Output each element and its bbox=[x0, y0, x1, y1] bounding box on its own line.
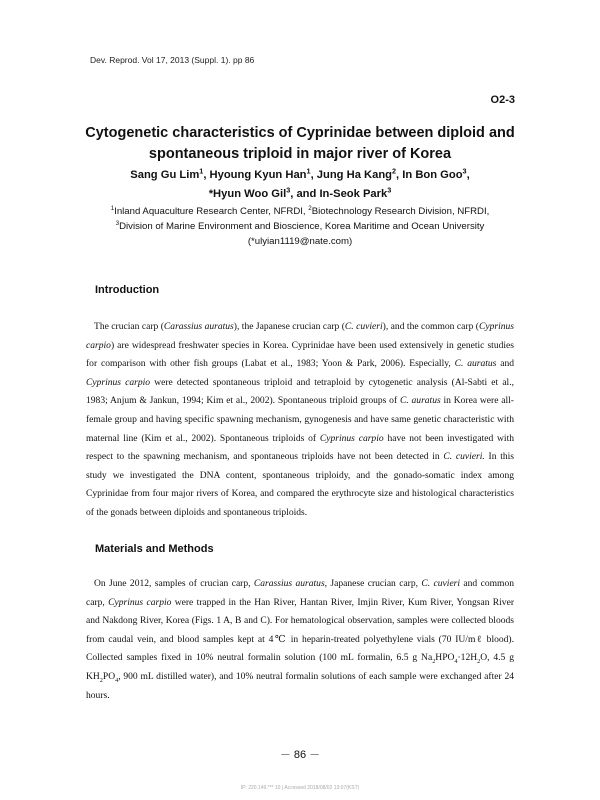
access-footer: IP: 220.149.*** 10 | Accessed 2018/08/02 13:07(KST) bbox=[240, 785, 360, 791]
page-number: － 86 － bbox=[279, 749, 321, 761]
author-name: In Bon Goo bbox=[402, 169, 463, 181]
title-line-1: Cytogenetic characteristics of Cyprinidae between diploid and bbox=[85, 125, 515, 141]
author-line-1: Sang Gu Lim$^1$, Hyoung Kyun Han$^1$, Jung Ha Kang$^2$, In Bon Goo$^3$, bbox=[130, 166, 470, 181]
introduction-heading: Introduction bbox=[95, 284, 160, 296]
paper-title bbox=[70, 123, 530, 165]
author-line-2: *Hyun Woo Gil$^3$, and In-Seok Park$^3$ bbox=[208, 185, 392, 200]
introduction-paragraph: The crucian carp (Carassius auratus), the Japanese crucian carp (C. cuvieri), and the common carp (Cyprinus carpio) are widespread freshwater species in Korea. Cyprinidae have been used extensively in genetic studies for comparison with other fish groups (Labat et al., 1983; Yoon & Park, 2006). Especially, C. auratus and Cyprinus carpio were detected spontaneous triploid and tetraploid by cytogenetic analysis (Al-Sabti et al., 1983; Anjum & Jankun, 1994; Kim et al., 2002). Spontaneous triploid groups of C. auratus in Korea were all-female group and having specific spawning mechanism, gynogenesis and have same genetic characteristic with maternal line (Kim et al., 2002). Spontaneous triploids of Cyprinus carpio have not been investigated with respect to the spawning mechanism, and spontaneous triploids have not been detected in C. cuvieri. In this study we investigated the DNA content, spontaneous triploidy, and the gonado-somatic index among Cyprinidae from four major rivers of Korea, and compared the erythrocyte size and histological characteristics of the gonads between diploids and spontaneous triploids. bbox=[86, 321, 515, 518]
affiliation-line-1: $^1$Inland Aquaculture Research Center, NFRDI, $^2$Biotechnology Research Division, NFRDI, bbox=[110, 204, 490, 217]
affiliation-line-2: $^3$Division of Marine Environment and Bioscience, Korea Maritime and Ocean University bbox=[115, 219, 485, 232]
title-line-2: spontaneous triploid in major river of Korea bbox=[148, 146, 452, 162]
author-name: Jung Ha Kang bbox=[316, 169, 392, 181]
methods-heading: Materials and Methods bbox=[95, 543, 214, 555]
author-list bbox=[70, 166, 530, 204]
abstract-code: O2-3 bbox=[490, 94, 515, 106]
author-name: *Hyun Woo Gil bbox=[208, 188, 287, 200]
author-name: Hyoung Kyun Han bbox=[209, 169, 307, 181]
journal-header: Dev. Reprod. Vol 17, 2013 (Suppl. 1). pp 86 bbox=[90, 55, 255, 65]
affiliations bbox=[70, 204, 530, 249]
corresponding-email: (*ulyian1119@nate.com) bbox=[247, 236, 353, 247]
author-name: In-Seok Park bbox=[319, 188, 388, 200]
author-name: Sang Gu Lim bbox=[130, 169, 200, 181]
methods-paragraph: On June 2012, samples of crucian carp, Carassius auratus, Japanese crucian carp, C. cuvieri and common carp, Cyprinus carpio were trapped in the Han River, Hantan River, Imjin River, Kum River, Yongsan River and Nakdong River, Korea (Figs. 1 A, B and C). For hematological observation, samples were collected bloods from caudal vein, and blood samples kept at 4℃ in heparin-treated polyethylene vials (70 IU/mℓ blood). Collected samples fixed in 10% neutral formalin solution (100 mL formalin, 6.5 g $Na_2HPO_4\cdot 12H_2O$, 4.5 g $KH_2PO_4$, 900 mL distilled water), and 10% neutral formalin solutions of each sample were exchanged after 24 hours. bbox=[86, 578, 515, 701]
